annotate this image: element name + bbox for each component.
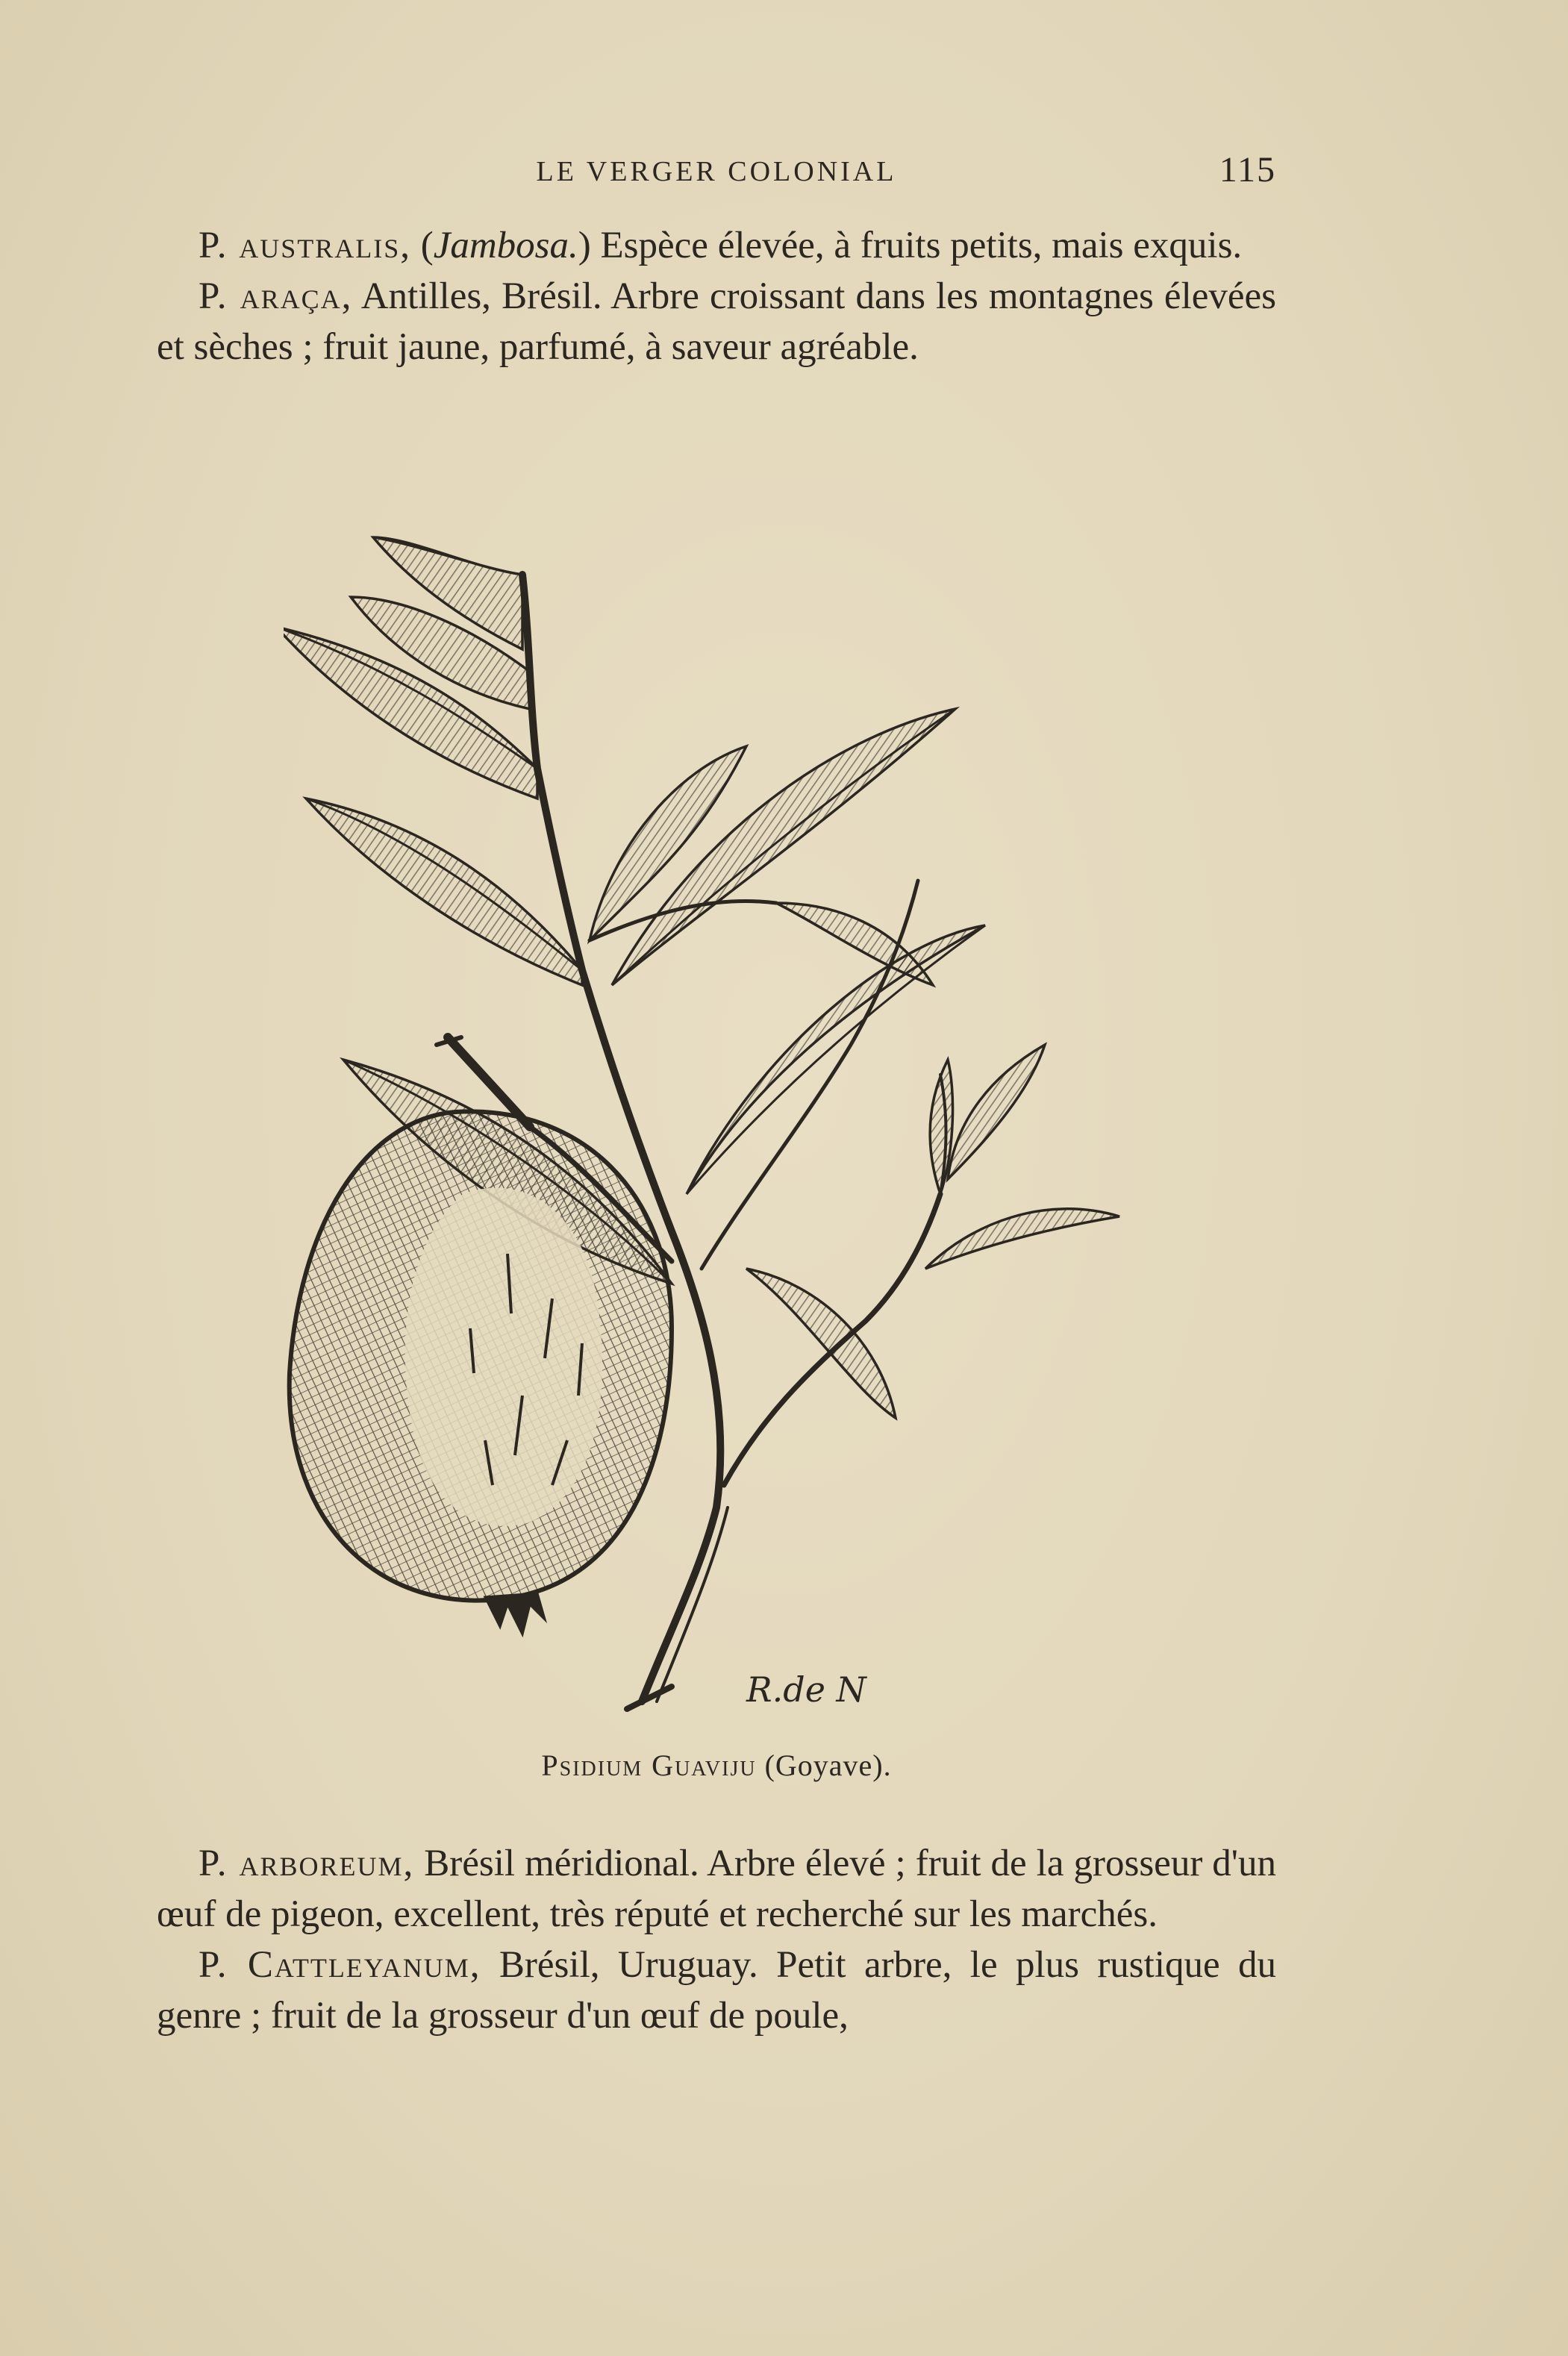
synonym-italic: Jambosa.	[433, 225, 578, 266]
entry-p-australis	[157, 220, 1276, 271]
caption-genus: Psidium Guaviju	[541, 1749, 757, 1782]
artist-signature: R.de N	[746, 1669, 866, 1710]
leaf	[306, 799, 582, 985]
text-block-bottom	[157, 1838, 1276, 2041]
species-name: P. Cattleyanum,	[199, 1944, 481, 1986]
figure-caption	[157, 1748, 1276, 1783]
entry-p-araca	[157, 271, 1276, 372]
entry-text: Espèce élevée, à fruits petits, mais exquis.	[590, 225, 1243, 266]
running-title: LE VERGER COLONIAL	[536, 156, 897, 187]
guava-illustration	[284, 522, 1164, 1731]
species-name: P. araça,	[199, 275, 353, 317]
guava-fruit	[290, 1111, 672, 1634]
entry-p-cattleyanum	[157, 1940, 1276, 2041]
leaf	[948, 1045, 1045, 1179]
guava-branch-drawing	[284, 522, 1164, 1731]
page-number: 115	[1219, 150, 1276, 190]
leaf	[746, 1269, 896, 1418]
paren-close: )	[578, 225, 591, 266]
entry-p-arboreum	[157, 1838, 1276, 1940]
entry-text: Antilles, Brésil. Arbre croissant dans les montagnes élevées et sèches ; fruit jaune, parfumé, à saveur agréable.	[157, 275, 1276, 368]
entry-text: Brésil, Uruguay. Petit arbre, le plus rustique du genre ; fruit de la grosseur d'un œuf de poule,	[157, 1944, 1276, 2037]
species-name: P. arboreum,	[199, 1843, 415, 1884]
text-block-top	[157, 220, 1276, 372]
species-name: P. australis,	[199, 225, 411, 266]
entry-text: Brésil méridional. Arbre élevé ; fruit de la grosseur d'un œuf de pigeon, excellent, très réputé et recherché sur les marchés.	[157, 1843, 1277, 1935]
leaf	[925, 1209, 1119, 1269]
caption-common: (Goyave).	[756, 1749, 892, 1782]
paren-open: (	[410, 225, 434, 266]
page-header	[157, 149, 1276, 194]
